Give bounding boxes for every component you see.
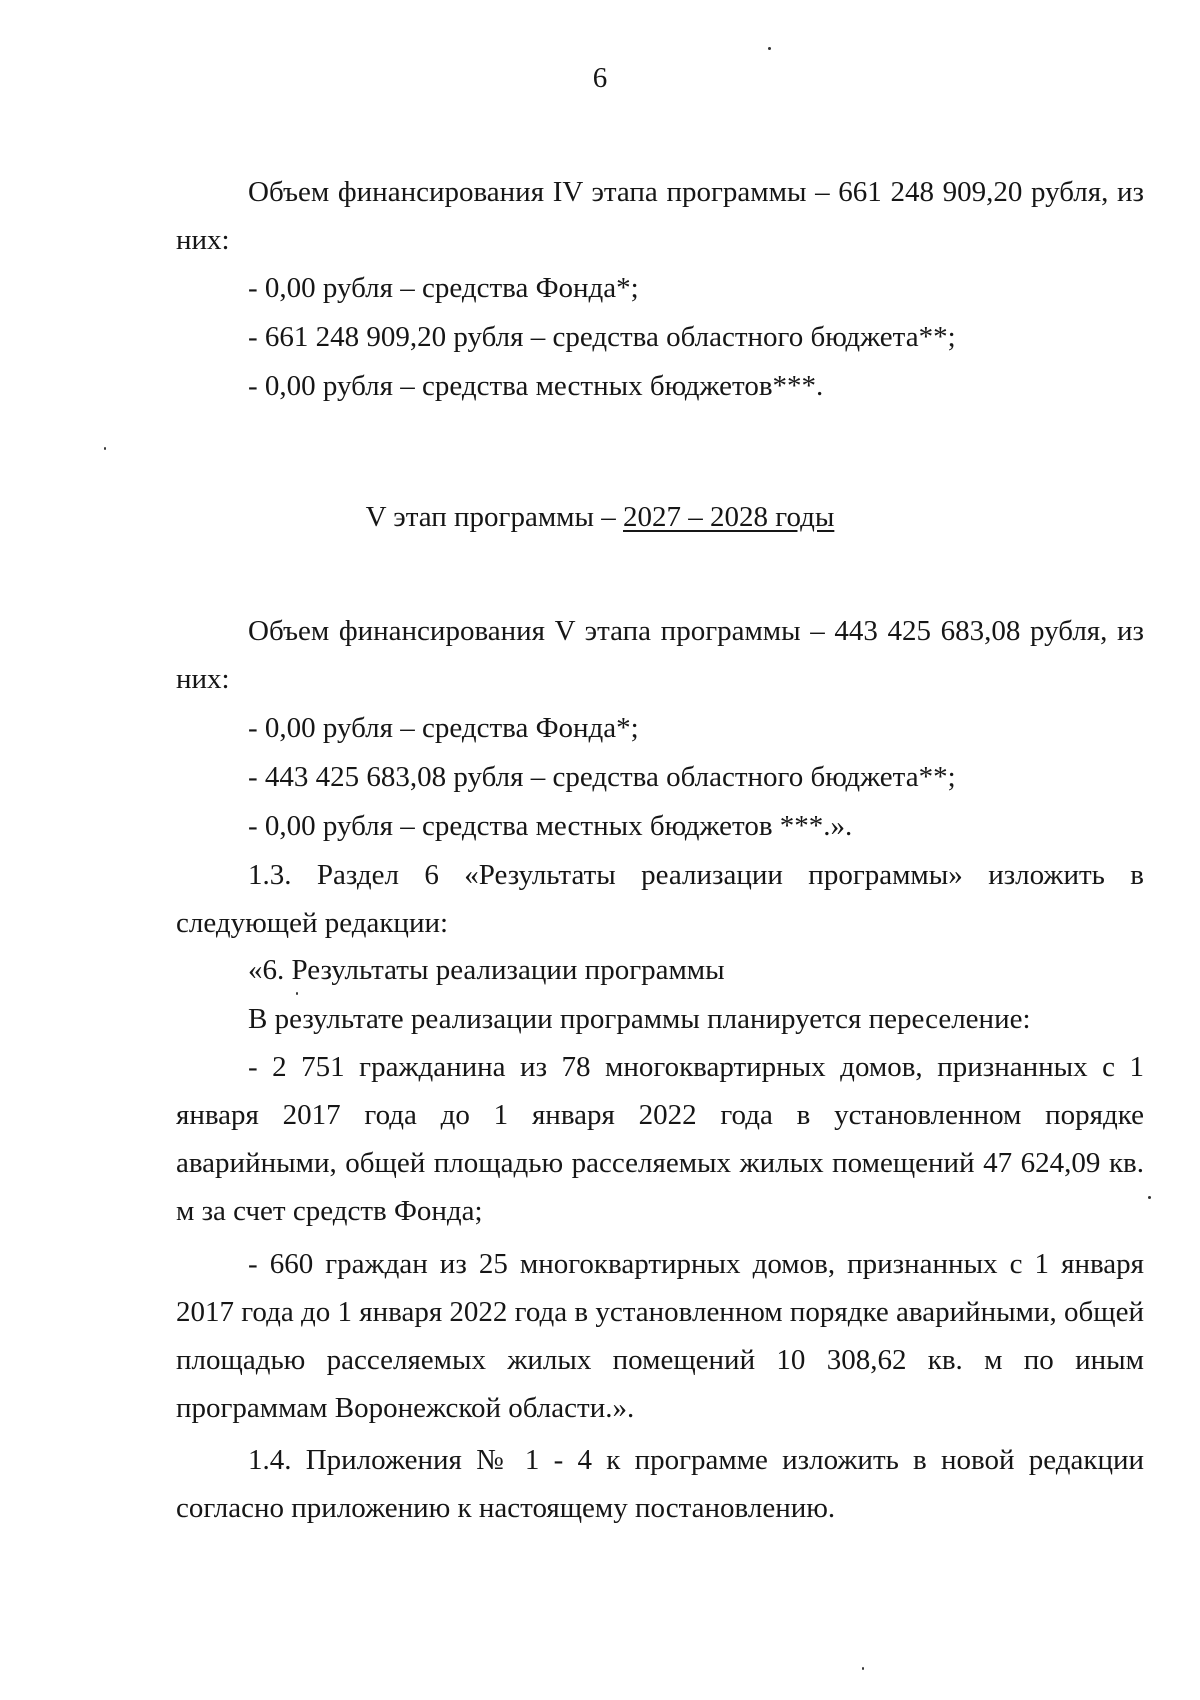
stage5-heading-years: 2027 – 2028 годы xyxy=(623,501,835,533)
stage5-heading xyxy=(0,497,1200,537)
results-item-2: - 660 граждан из 25 многоквартирных домов, признанных с 1 января 2017 года до 1 января 2022 года в установленном порядке аварийными, общей площадью расселяемых жилых помещений 10 308,62 кв. м по иным программам Воронежской области.». xyxy=(176,1248,1144,1424)
stage5-item-fund: - 0,00 рубля – средства Фонда*; xyxy=(248,712,639,744)
stage4-item-fund: - 0,00 рубля – средства Фонда*; xyxy=(248,272,639,304)
stage5-item-regional: - 443 425 683,08 рубля – средства областного бюджета**; xyxy=(248,761,956,793)
results-item-1: - 2 751 гражданина из 78 многоквартирных домов, признанных с 1 января 2017 года до 1 января 2022 года в установленном порядке аварийными, общей площадью расселяемых жилых помещений 47 624,09 кв. м за счет средств Фонда; xyxy=(176,1051,1144,1227)
stage4-item-local: - 0,00 рубля – средства местных бюджетов***. xyxy=(248,370,824,402)
scan-speck xyxy=(862,1667,864,1670)
scan-speck xyxy=(1148,1196,1151,1199)
scan-speck xyxy=(296,992,298,995)
scan-speck xyxy=(768,47,771,50)
stage4-item-regional: - 661 248 909,20 рубля – средства областного бюджета**; xyxy=(248,321,956,353)
scan-speck xyxy=(104,447,106,450)
results-title: «6. Результаты реализации программы xyxy=(248,954,725,986)
results-lead: В результате реализации программы планируется переселение: xyxy=(248,1003,1031,1035)
stage5-intro: Объем финансирования V этапа программы – 443 425 683,08 рубля, из них: xyxy=(176,615,1144,695)
section-1-3: 1.3. Раздел 6 «Результаты реализации программы» изложить в следующей редакции: xyxy=(176,859,1144,939)
stage5-heading-prefix: V этап программы – xyxy=(365,501,624,533)
stage4-intro: Объем финансирования IV этапа программы – 661 248 909,20 рубля, из них: xyxy=(176,176,1144,256)
page-number: 6 xyxy=(592,62,608,94)
stage5-item-local: - 0,00 рубля – средства местных бюджетов ***.». xyxy=(248,810,853,842)
section-1-4: 1.4. Приложения № 1 - 4 к программе изложить в новой редакции согласно приложению к настоящему постановлению. xyxy=(176,1444,1144,1524)
